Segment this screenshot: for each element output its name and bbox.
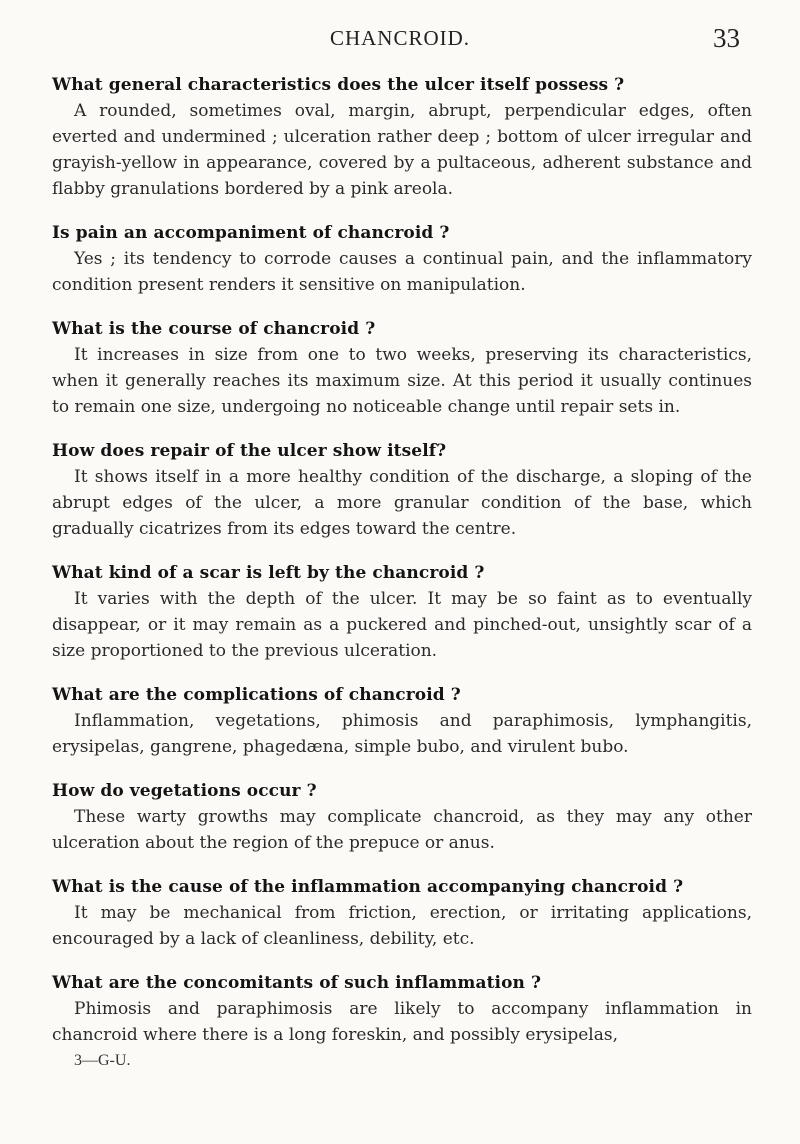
qa-block <box>52 72 752 202</box>
answer-paragraph: Inflammation, vegetations, phimosis and paraphimosis, lymphangitis, erysipelas, gangrene, phagedæna, simple bubo, and virulent bubo. <box>52 711 752 757</box>
page-body <box>52 72 752 1070</box>
qa-block <box>52 438 752 542</box>
answer-paragraph: A rounded, sometimes oval, margin, abrupt, perpendicular edges, often everted and undermined ; ulceration rather deep ; bottom of ulcer irregular and grayish-yellow in appearance, covered by a pultaceous, adherent substance and flabby granulations bordered by a pink areola. <box>52 101 752 199</box>
question-heading: How does repair of the ulcer show itself? <box>52 441 447 461</box>
answer-paragraph: It varies with the depth of the ulcer. It may be so faint as to eventually disappear, or it may remain as a puckered and pinched-out, unsightly scar of a size proportioned to the previous ulceration. <box>52 589 752 661</box>
running-head <box>0 23 800 56</box>
qa-block <box>52 220 752 298</box>
answer-paragraph: It may be mechanical from friction, erection, or irritating applications, encouraged by a lack of cleanliness, debility, etc. <box>52 903 752 949</box>
question-heading: Is pain an accompaniment of chancroid ? <box>52 223 450 243</box>
question-heading: What general characteristics does the ulcer itself possess ? <box>52 75 625 95</box>
qa-block <box>52 682 752 760</box>
qa-block <box>52 874 752 952</box>
answer-paragraph: These warty growths may complicate chancroid, as they may any other ulceration about the region of the prepuce or anus. <box>52 807 752 853</box>
qa-block <box>52 316 752 420</box>
answer-paragraph: It shows itself in a more healthy condition of the discharge, a sloping of the abrupt edges of the ulcer, a more granular condition of the base, which gradually cicatrizes from its edges toward the centre. <box>52 467 752 539</box>
qa-block <box>52 970 752 1048</box>
question-heading: What are the complications of chancroid ? <box>52 685 461 705</box>
running-title: CHANCROID. <box>329 26 471 50</box>
answer-paragraph: Phimosis and paraphimosis are likely to accompany inflammation in chancroid where there is a long foreskin, and possibly erysipelas, <box>52 999 752 1045</box>
qa-block <box>52 560 752 664</box>
question-heading: What are the concomitants of such inflammation ? <box>52 973 542 993</box>
page-number: 33 <box>713 23 740 53</box>
question-heading: How do vegetations occur ? <box>52 781 317 801</box>
question-heading: What is the course of chancroid ? <box>52 319 376 339</box>
printer-signature-mark: 3—G-U. <box>74 1052 131 1069</box>
question-heading: What kind of a scar is left by the chancroid ? <box>52 563 485 583</box>
answer-paragraph: Yes ; its tendency to corrode causes a continual pain, and the inflammatory condition present renders it sensitive on manipulation. <box>52 249 752 295</box>
qa-block <box>52 778 752 856</box>
answer-paragraph: It increases in size from one to two weeks, preserving its characteristics, when it generally reaches its maximum size. At this period it usually continues to remain one size, undergoing no noticeable change until repair sets in. <box>52 345 752 417</box>
question-heading: What is the cause of the inflammation accompanying chancroid ? <box>52 877 684 897</box>
